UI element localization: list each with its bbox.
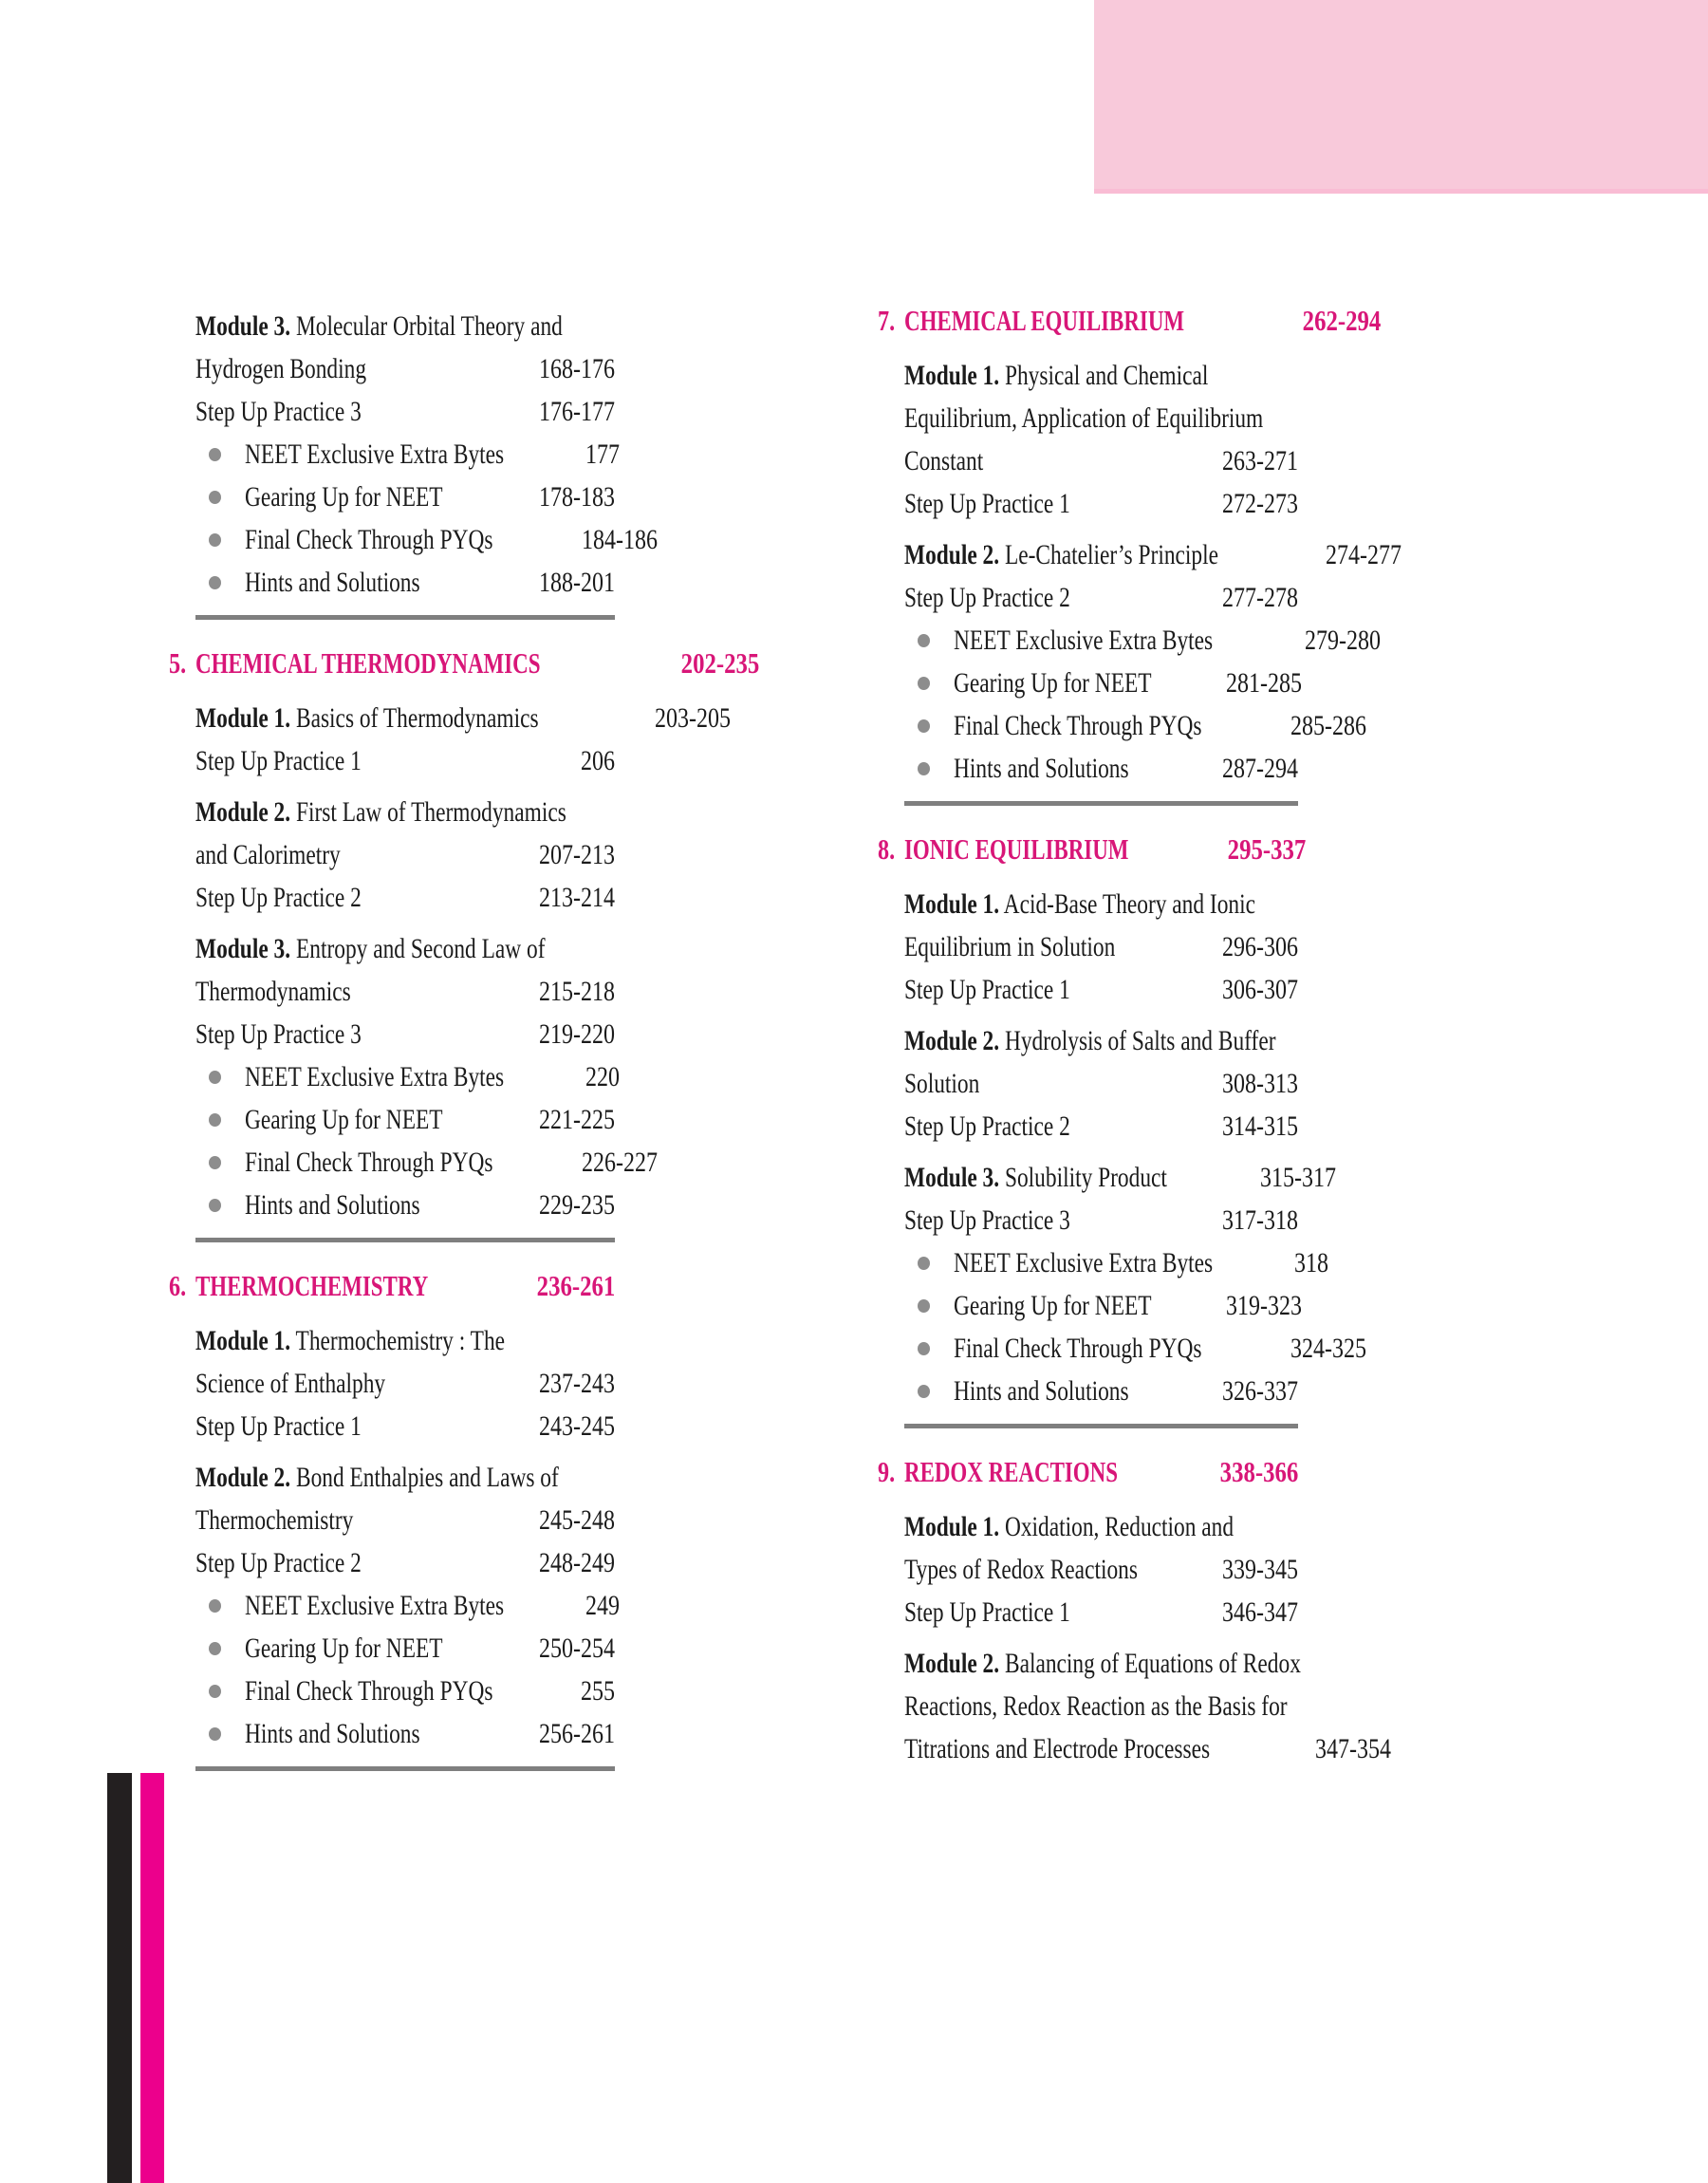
chapter-pages: 295-337 (1227, 832, 1306, 866)
toc-entry (195, 347, 615, 390)
bullet-dot-icon (209, 1642, 221, 1655)
entry-text: Reactions, Redox Reaction as the Basis for (904, 1689, 1288, 1722)
bullet-dot-icon (209, 576, 221, 589)
entry-text: Hints and Solutions (245, 1188, 420, 1221)
decorative-pink-bar (140, 1773, 164, 2183)
bullet-dot-icon (209, 1199, 221, 1212)
entry-text: Final Check Through PYQs (954, 709, 1202, 741)
entry-text-rest: Basics of Thermodynamics (290, 701, 539, 734)
module-label: Module 3. (195, 309, 291, 342)
toc-bullet-entry (904, 1284, 1303, 1327)
toc-bullet-entry (904, 1241, 1329, 1284)
entry-text: Hints and Solutions (954, 1374, 1129, 1407)
toc-bullet-entry (195, 1055, 621, 1098)
entry-pages: 220 (585, 1060, 621, 1092)
toc-entry (904, 1156, 1337, 1199)
entry-pages: 274-277 (1326, 538, 1402, 570)
entry-text: Final Check Through PYQs (245, 1146, 493, 1178)
entry-pages: 219-220 (539, 1017, 615, 1050)
entry-pages: 347-354 (1314, 1732, 1391, 1764)
chapter-title: CHEMICAL EQUILIBRIUM (904, 304, 1185, 337)
entry-pages: 184-186 (582, 523, 659, 555)
entry-pages: 203-205 (654, 701, 731, 734)
toc-bullet-entry (195, 433, 621, 476)
decorative-pink-panel (1094, 0, 1708, 194)
entry-pages: 339-345 (1222, 1553, 1299, 1585)
toc-entry (904, 1199, 1298, 1241)
entry-text (904, 1162, 1167, 1194)
entry-text: Step Up Practice 2 (904, 1110, 1070, 1142)
bullet-dot-icon (209, 1113, 221, 1127)
toc-bullet-entry (195, 561, 615, 604)
entry-text-rest: Physical and Chemical (999, 359, 1209, 391)
entry-text: Types of Redox Reactions (904, 1553, 1138, 1585)
entry-pages: 248-249 (539, 1546, 615, 1578)
chapter-title: CHEMICAL THERMODYNAMICS (195, 646, 541, 680)
entry-text: Gearing Up for NEET (954, 666, 1152, 699)
toc-entry (904, 482, 1298, 525)
entry-text: NEET Exclusive Extra Bytes (245, 438, 505, 470)
toc-entry (904, 968, 1298, 1011)
toc-entry (904, 354, 1298, 397)
toc-bullet-entry (195, 518, 659, 561)
entry-text: Thermochemistry (195, 1503, 354, 1536)
chapter-pages: 262-294 (1302, 304, 1382, 337)
toc-entry (195, 1013, 615, 1055)
toc-entry (904, 397, 1298, 439)
entry-text: Thermodynamics (195, 975, 351, 1007)
entry-text: NEET Exclusive Extra Bytes (954, 624, 1214, 656)
entry-pages: 263-271 (1222, 444, 1298, 476)
entry-text: Step Up Practice 3 (195, 395, 362, 427)
module-label: Module 2. (195, 795, 291, 828)
entry-pages: 326-337 (1222, 1374, 1298, 1407)
entry-text-rest: Acid-Base Theory and Ionic (999, 887, 1256, 920)
section-divider (904, 1424, 1298, 1428)
section-divider (195, 1766, 615, 1771)
bullet-dot-icon (918, 1342, 930, 1355)
toc-bullet-entry (195, 1627, 615, 1670)
toc-entry (904, 1642, 1301, 1685)
chapter-number: 6. (169, 1269, 187, 1302)
entry-text (904, 1511, 1234, 1543)
entry-text: Gearing Up for NEET (245, 480, 443, 513)
chapter-heading (169, 1261, 615, 1311)
bullet-dot-icon (918, 762, 930, 775)
toc-entry (195, 1456, 615, 1499)
bullet-dot-icon (918, 1299, 930, 1313)
toc-bullet-entry (904, 704, 1367, 747)
toc-entry (195, 697, 731, 739)
toc-entry (904, 1685, 1298, 1727)
bullet-dot-icon (918, 677, 930, 690)
entry-text (195, 796, 566, 829)
chapter-pages: 202-235 (680, 646, 760, 680)
toc-entry (195, 791, 615, 833)
toc-bullet-entry (195, 1098, 615, 1141)
toc-entry (195, 927, 615, 970)
entry-text: Hints and Solutions (245, 566, 420, 598)
entry-text: Step Up Practice 1 (904, 1595, 1070, 1628)
entry-pages: 176-177 (539, 395, 615, 427)
entry-text: Constant (904, 444, 984, 476)
entry-pages: 317-318 (1222, 1203, 1298, 1236)
module-label: Module 3. (195, 932, 291, 964)
entry-pages: 314-315 (1222, 1110, 1298, 1142)
toc-bullet-entry (195, 1141, 659, 1184)
bullet-dot-icon (209, 1071, 221, 1084)
entry-pages: 256-261 (539, 1717, 615, 1749)
toc-entry (904, 1105, 1298, 1147)
toc-entry (195, 1362, 615, 1405)
bullet-dot-icon (918, 634, 930, 647)
toc-entry (195, 833, 615, 876)
chapter-title: IONIC EQUILIBRIUM (904, 832, 1129, 866)
entry-text: Gearing Up for NEET (245, 1632, 443, 1664)
toc-bullet-entry (904, 1370, 1298, 1412)
entry-text (195, 310, 563, 343)
toc-entry (904, 883, 1298, 925)
entry-text: Science of Enthalphy (195, 1367, 386, 1399)
bullet-dot-icon (209, 1685, 221, 1698)
entry-text-rest: Thermochemistry : The (290, 1324, 506, 1356)
toc-bullet-entry (195, 1184, 615, 1226)
entry-text: Gearing Up for NEET (245, 1103, 443, 1135)
entry-text: Final Check Through PYQs (245, 1674, 493, 1707)
bullet-dot-icon (209, 448, 221, 461)
entry-text: Hints and Solutions (245, 1717, 420, 1749)
entry-pages: 279-280 (1305, 624, 1382, 656)
entry-text: Hints and Solutions (954, 752, 1129, 784)
entry-text: Step Up Practice 3 (904, 1203, 1070, 1236)
decorative-black-bar (107, 1773, 132, 2183)
toc-entry (195, 1499, 615, 1541)
entry-text: Titrations and Electrode Processes (904, 1732, 1211, 1764)
entry-text: and Calorimetry (195, 838, 341, 870)
entry-pages: 245-248 (539, 1503, 615, 1536)
entry-text: Step Up Practice 1 (904, 973, 1070, 1005)
entry-text: Equilibrium, Application of Equilibrium (904, 401, 1264, 434)
entry-pages: 206 (581, 744, 615, 776)
entry-text-rest: Oxidation, Reduction and (999, 1510, 1235, 1542)
entry-text: Step Up Practice 3 (195, 1017, 362, 1050)
module-label: Module 2. (904, 1024, 1000, 1056)
entry-text (904, 1648, 1301, 1680)
entry-text-rest: Le-Chatelier’s Principle (999, 538, 1219, 570)
module-label: Module 1. (904, 887, 1000, 920)
entry-pages: 272-273 (1222, 487, 1298, 519)
entry-pages: 207-213 (539, 838, 615, 870)
section-divider (904, 801, 1298, 806)
entry-text: Step Up Practice 1 (195, 1409, 362, 1442)
entry-text: Step Up Practice 1 (195, 744, 362, 776)
toc-entry (904, 1591, 1298, 1633)
chapter-number: 8. (878, 832, 896, 866)
entry-pages: 287-294 (1222, 752, 1298, 784)
entry-pages: 237-243 (539, 1367, 615, 1399)
entry-text: Equilibrium in Solution (904, 930, 1116, 962)
entry-pages: 177 (585, 438, 621, 470)
entry-text: NEET Exclusive Extra Bytes (954, 1246, 1214, 1278)
entry-pages: 229-235 (539, 1188, 615, 1221)
toc-entry (195, 1319, 615, 1362)
toc-entry (195, 876, 615, 919)
entry-pages: 318 (1294, 1246, 1329, 1278)
toc-entry (195, 390, 615, 433)
entry-text: NEET Exclusive Extra Bytes (245, 1060, 505, 1092)
chapter-heading (878, 296, 1382, 345)
toc-entry (195, 970, 615, 1013)
bullet-dot-icon (209, 533, 221, 547)
section-divider (195, 615, 615, 620)
entry-pages: 250-254 (539, 1632, 615, 1664)
module-label: Module 2. (904, 1647, 1000, 1679)
chapter-heading (169, 639, 760, 688)
toc-column-left (169, 296, 760, 1771)
entry-text: NEET Exclusive Extra Bytes (245, 1589, 505, 1621)
entry-text: Hydrogen Bonding (195, 352, 367, 384)
entry-pages: 178-183 (539, 480, 615, 513)
toc-column-right (878, 296, 1402, 1770)
chapter-title: THERMOCHEMISTRY (195, 1269, 429, 1302)
entry-pages: 296-306 (1222, 930, 1298, 962)
toc-entry (904, 576, 1298, 619)
entry-text: Gearing Up for NEET (954, 1289, 1152, 1321)
toc-entry (195, 305, 615, 347)
toc-bullet-entry (195, 1584, 621, 1627)
module-label: Module 1. (904, 1510, 1000, 1542)
entry-text: Final Check Through PYQs (245, 523, 493, 555)
entry-text-rest: Molecular Orbital Theory and (290, 309, 563, 342)
entry-pages: 249 (585, 1589, 621, 1621)
toc-entry (904, 1062, 1298, 1105)
entry-pages: 221-225 (539, 1103, 615, 1135)
chapter-title: REDOX REACTIONS (904, 1455, 1118, 1488)
toc-bullet-entry (904, 747, 1298, 790)
chapter-pages: 338-366 (1219, 1455, 1298, 1488)
chapter-heading (878, 1447, 1298, 1497)
entry-text (904, 539, 1218, 571)
bullet-dot-icon (209, 1727, 221, 1741)
bullet-dot-icon (209, 1156, 221, 1169)
entry-pages: 213-214 (539, 881, 615, 913)
entry-pages: 346-347 (1222, 1595, 1298, 1628)
entry-text-rest: Solubility Product (999, 1161, 1167, 1193)
toc-entry (904, 925, 1298, 968)
entry-text-rest: Hydrolysis of Salts and Buffer (999, 1024, 1276, 1056)
entry-pages: 188-201 (539, 566, 615, 598)
toc-bullet-entry (904, 619, 1382, 662)
entry-text: Step Up Practice 2 (195, 881, 362, 913)
entry-pages: 168-176 (539, 352, 615, 384)
toc-entry (904, 1548, 1298, 1591)
entry-pages: 255 (581, 1674, 615, 1707)
entry-pages: 315-317 (1260, 1161, 1337, 1193)
entry-text-rest: First Law of Thermodynamics (290, 795, 566, 828)
entry-pages: 319-323 (1226, 1289, 1303, 1321)
bullet-dot-icon (918, 719, 930, 733)
toc-entry (904, 1727, 1391, 1770)
toc-entry (195, 1541, 615, 1584)
bullet-dot-icon (209, 1599, 221, 1613)
entry-text: Step Up Practice 2 (904, 581, 1070, 613)
entry-text (195, 1325, 505, 1357)
bullet-dot-icon (918, 1257, 930, 1270)
entry-pages: 285-286 (1290, 709, 1367, 741)
chapter-pages: 236-261 (536, 1269, 615, 1302)
toc-bullet-entry (195, 476, 615, 518)
module-label: Module 1. (904, 359, 1000, 391)
chapter-number: 5. (169, 646, 187, 680)
toc-entry (195, 1405, 615, 1447)
entry-text (904, 1025, 1276, 1057)
entry-text (904, 360, 1208, 392)
toc-bullet-entry (904, 662, 1303, 704)
entry-text: Step Up Practice 2 (195, 1546, 362, 1578)
toc-entry (904, 1505, 1298, 1548)
bullet-dot-icon (209, 491, 221, 504)
toc-entry (904, 439, 1298, 482)
entry-pages: 324-325 (1290, 1332, 1367, 1364)
module-label: Module 1. (195, 1324, 291, 1356)
entry-pages: 243-245 (539, 1409, 615, 1442)
entry-pages: 306-307 (1222, 973, 1298, 1005)
module-label: Module 1. (195, 701, 291, 734)
toc-entry (195, 739, 615, 782)
entry-text (195, 702, 539, 735)
toc-bullet-entry (195, 1670, 615, 1712)
section-divider (195, 1238, 615, 1242)
module-label: Module 3. (904, 1161, 1000, 1193)
entry-text (195, 933, 545, 965)
entry-text-rest: Balancing of Equations of Redox (999, 1647, 1301, 1679)
entry-pages: 277-278 (1222, 581, 1298, 613)
chapter-number: 9. (878, 1455, 896, 1488)
entry-text-rest: Bond Enthalpies and Laws of (290, 1461, 559, 1493)
entry-text: Solution (904, 1067, 980, 1099)
bullet-dot-icon (918, 1385, 930, 1398)
entry-text: Final Check Through PYQs (954, 1332, 1202, 1364)
toc-entry (904, 533, 1402, 576)
chapter-heading (878, 825, 1306, 874)
toc-entry (904, 1019, 1298, 1062)
entry-text (195, 1462, 559, 1494)
module-label: Module 2. (195, 1461, 291, 1493)
entry-text: Step Up Practice 1 (904, 487, 1070, 519)
toc-bullet-entry (904, 1327, 1367, 1370)
entry-pages: 281-285 (1226, 666, 1303, 699)
entry-text (904, 888, 1255, 921)
chapter-number: 7. (878, 304, 896, 337)
entry-pages: 308-313 (1222, 1067, 1298, 1099)
entry-pages: 226-227 (582, 1146, 659, 1178)
module-label: Module 2. (904, 538, 1000, 570)
entry-text-rest: Entropy and Second Law of (290, 932, 546, 964)
entry-pages: 215-218 (539, 975, 615, 1007)
toc-bullet-entry (195, 1712, 615, 1755)
